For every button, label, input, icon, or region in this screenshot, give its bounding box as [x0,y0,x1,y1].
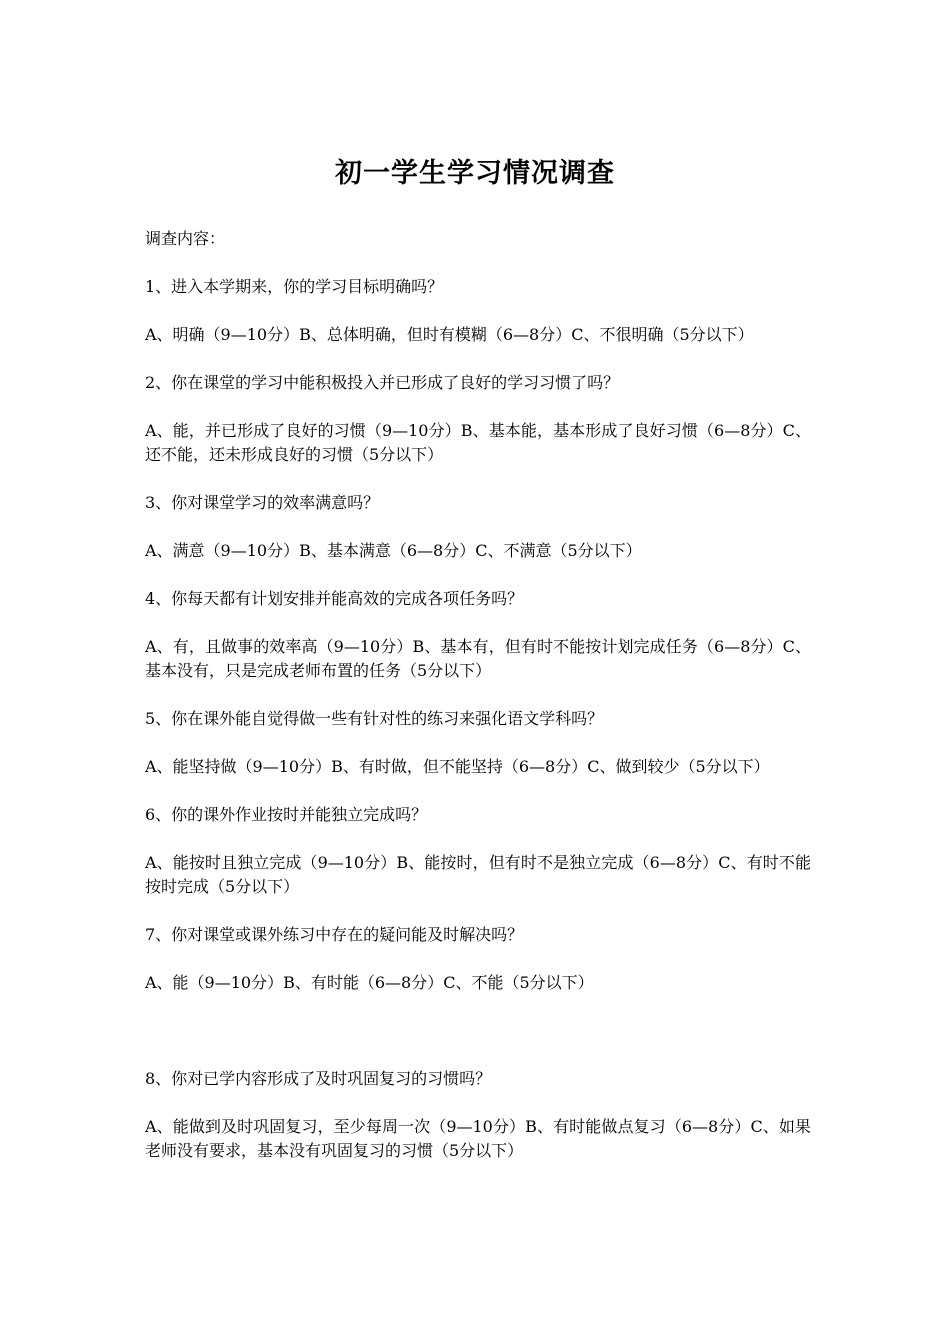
question-6: 6、你的课外作业按时并能独立完成吗？ [145,805,428,824]
question-8: 8、你对已学内容形成了及时巩固复习的习惯吗？ [145,1069,492,1088]
question-1: 1、进入本学期来，你的学习目标明确吗？ [145,277,444,296]
intro-text: 调查内容： [145,229,226,248]
question-5: 5、你在课外能自觉得做一些有针对性的练习来强化语文学科吗？ [145,709,604,728]
blank-spacer [145,1019,811,1067]
options-1: A、明确（9—10分）B、总体明确，但时有模糊（6—8分）C、不很明确（5分以下） [145,325,754,344]
options-6: A、能按时且独立完成（9—10分）B、能按时，但有时不是独立完成（6—8分）C、有时不能按时完成（5分以下） [145,853,811,896]
options-4: A、有，且做事的效率高（9—10分）B、基本有，但有时不能按计划完成任务（6—8分）C、基本没有，只是完成老师布置的任务（5分以下） [145,637,811,680]
options-5: A、能坚持做（9—10分）B、有时做，但不能坚持（6—8分）C、做到较少（5分以下） [145,757,770,776]
question-4: 4、你每天都有计划安排并能高效的完成各项任务吗？ [145,589,524,608]
options-2: A、能，并已形成了良好的习惯（9—10分）B、基本能，基本形成了良好习惯（6—8分）C、还不能，还未形成良好的习惯（5分以下） [145,421,811,464]
survey-content [145,227,811,1187]
question-2: 2、你在课堂的学习中能积极投入并已形成了良好的学习习惯了吗？ [145,373,620,392]
options-7: A、能（9—10分）B、有时能（6—8分）C、不能（5分以下） [145,973,594,992]
question-7: 7、你对课堂或课外练习中存在的疑问能及时解决吗？ [145,925,524,944]
question-3: 3、你对课堂学习的效率满意吗？ [145,493,380,512]
options-8: A、能做到及时巩固复习，至少每周一次（9—10分）B、有时能做点复习（6—8分）C、如果老师没有要求，基本没有巩固复习的习惯（5分以下） [145,1117,811,1160]
options-3: A、满意（9—10分）B、基本满意（6—8分）C、不满意（5分以下） [145,541,642,560]
document-title: 初一学生学习情况调查 [335,158,615,189]
